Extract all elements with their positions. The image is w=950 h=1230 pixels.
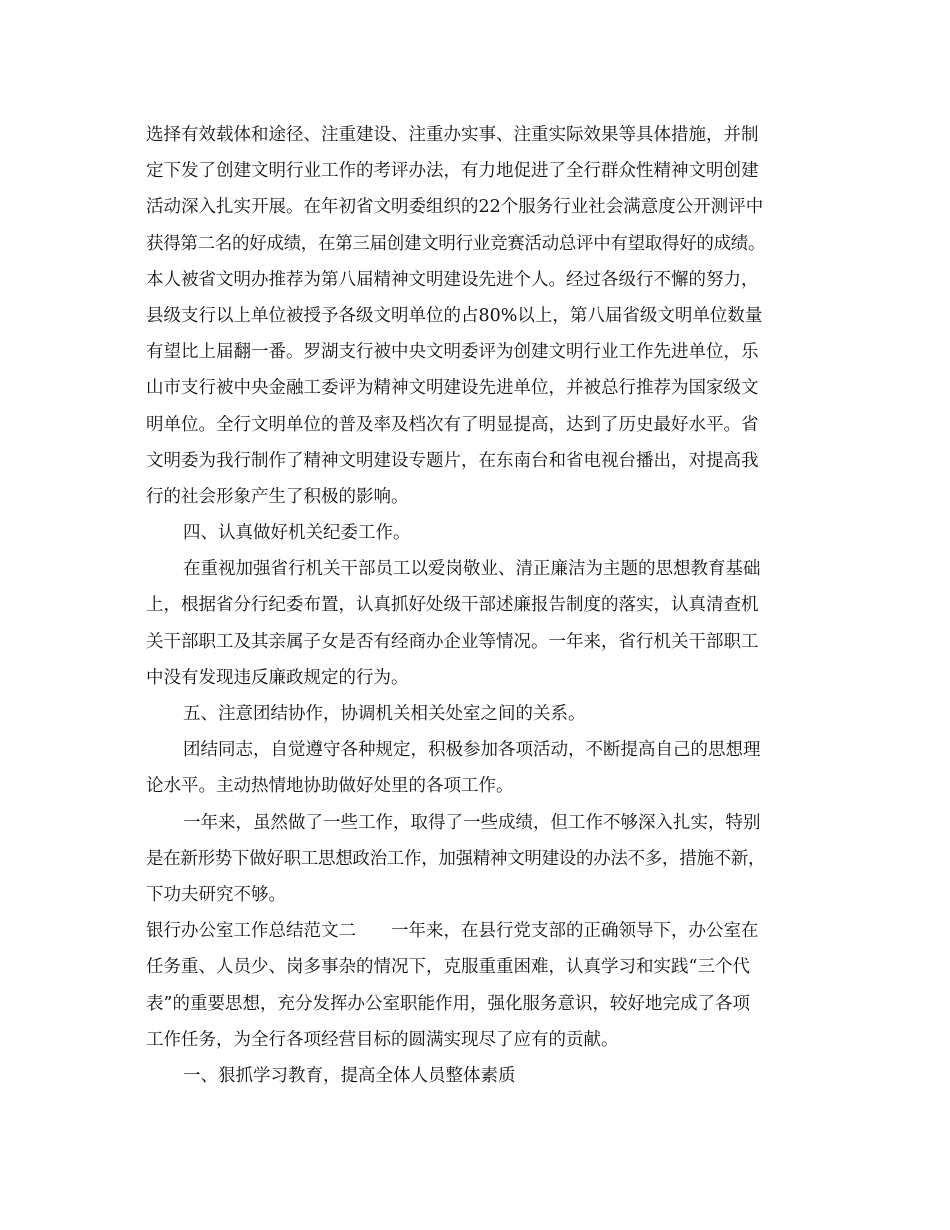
text-line: 一年来，虽然做了一些工作，取得了一些成绩，但工作不够深入扎实，特别 xyxy=(183,812,761,833)
text-line: 活动深入扎实开展。在年初省文明委组织的22个服务行业社会满意度公开测评中 xyxy=(146,197,764,218)
text-line: 县级支行以上单位被授予各级文明单位的占80%以上，第八届省级文明单位数量 xyxy=(146,305,763,326)
text-line: 中没有发现违反廉政规定的行为。 xyxy=(146,667,409,688)
document-title-line: 银行办公室工作总结范文二 一年来，在县行党支部的正确领导下，办公室在 xyxy=(146,921,759,942)
text-line: 团结同志，自觉遵守各种规定，积极参加各项活动，不断提高自己的思想理 xyxy=(183,740,761,761)
text-line: 定下发了创建文明行业工作的考评办法，有力地促进了全行群众性精神文明创建 xyxy=(146,161,759,182)
text-line: 表”的重要思想，充分发挥办公室职能作用，强化服务意识，较好地完成了各项 xyxy=(146,993,750,1014)
text-line: 论水平。主动热情地协助做好处里的各项工作。 xyxy=(146,776,514,797)
text-line: 下功夫研究不够。 xyxy=(146,884,286,905)
text-line: 有望比上届翻一番。罗湖支行被中央文明委评为创建文明行业工作先进单位，乐 xyxy=(146,342,759,363)
text-line: 明单位。全行文明单位的普及率及档次有了明显提高，达到了历史最好水平。省 xyxy=(146,414,759,435)
text-line: 选择有效载体和途径、注重建设、注重办实事、注重实际效果等具体措施，并制 xyxy=(146,125,759,145)
section-heading: 五、注意团结协作，协调机关相关处室之间的关系。 xyxy=(183,704,586,724)
text-line: 上，根据省分行纪委布置，认真抓好处级干部述廉报告制度的落实，认真清查机 xyxy=(146,595,759,616)
section-heading: 四、认真做好机关纪委工作。 xyxy=(183,523,411,544)
text-line: 在重视加强省行机关干部员工以爱岗敬业、清正廉洁为主题的思想教育基础 xyxy=(183,559,761,580)
text-line: 文明委为我行制作了精神文明建设专题片，在东南台和省电视台播出，对提高我 xyxy=(146,450,759,471)
text-line: 工作任务，为全行各项经营目标的圆满实现尽了应有的贡献。 xyxy=(146,1029,619,1050)
text-line: 行的社会形象产生了积极的影响。 xyxy=(146,486,409,507)
document-text-body xyxy=(146,117,806,1094)
text-line: 获得第二名的好成绩，在第三届创建文明行业竞赛活动总评中有望取得好的成绩。 xyxy=(146,233,766,254)
text-line: 本人被省文明办推荐为第八届精神文明建设先进个人。经过各级行不懈的努力， xyxy=(146,269,759,290)
text-line: 是在新形势下做好职工思想政治工作，加强精神文明建设的办法不多，措施不新， xyxy=(146,848,766,869)
text-line: 山市支行被中央金融工委评为精神文明建设先进单位，并被总行推荐为国家级文 xyxy=(146,378,759,399)
section-heading: 一、狠抓学习教育，提高全体人员整体素质 xyxy=(183,1065,516,1086)
text-line: 关干部职工及其亲属子女是否有经商办企业等情况。一年来，省行机关干部职工 xyxy=(146,631,759,652)
text-line: 任务重、人员少、岗多事杂的情况下，克服重重困难，认真学习和实践“三个代 xyxy=(146,957,750,978)
